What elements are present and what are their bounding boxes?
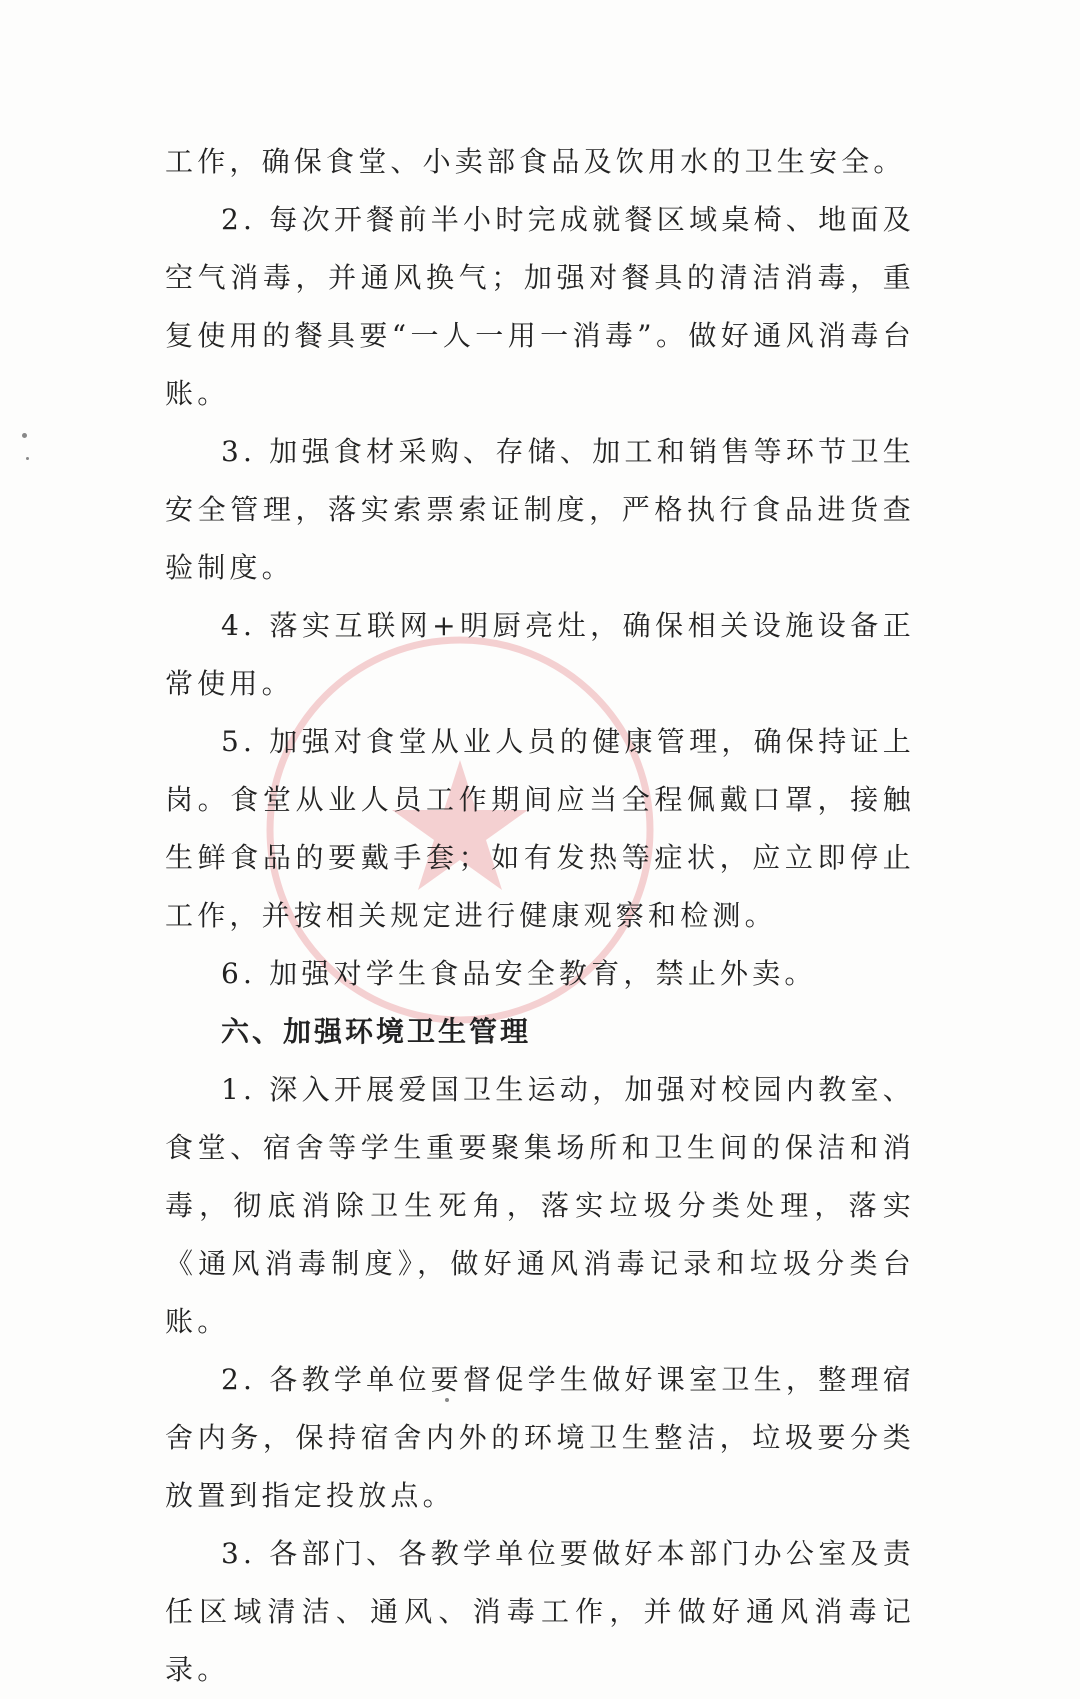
paragraph-item: 6. 加强对学生食品安全教育，禁止外卖。 xyxy=(221,957,817,990)
paragraph-item: 5. 加强对食堂从业人员的健康管理，确保持证上岗。食堂从业人员工作期间应当全程佩戴口罩，接触生鲜食品的要戴手套；如有发热等症状，应立即停止工作，并按相关规定进行健康观察和检测。 xyxy=(165,725,915,932)
section-heading: 六、加强环境卫生管理 xyxy=(221,1015,532,1048)
scan-speck xyxy=(26,457,29,460)
paragraph-item: 2. 每次开餐前半小时完成就餐区域桌椅、地面及空气消毒，并通风换气；加强对餐具的清洁消毒，重复使用的餐具要“一人一用一消毒”。做好通风消毒台账。 xyxy=(165,203,915,410)
paragraph-item: 3. 各部门、各教学单位要做好本部门办公室及责任区域清洁、通风、消毒工作，并做好通风消毒记录。 xyxy=(165,1537,915,1686)
paragraph-item: 2. 各教学单位要督促学生做好课室卫生，整理宿舍内务，保持宿舍内外的环境卫生整洁，垃圾要分类放置到指定投放点。 xyxy=(165,1363,915,1512)
document-body xyxy=(165,133,915,1699)
paragraph-item: 3. 加强食材采购、存储、加工和销售等环节卫生安全管理，落实索票索证制度，严格执行食品进货查验制度。 xyxy=(165,435,915,584)
paragraph-continuation: 工作，确保食堂、小卖部食品及饮用水的卫生安全。 xyxy=(165,145,906,178)
scan-speck xyxy=(22,433,27,438)
paragraph-item: 4. 落实互联网+明厨亮灶，确保相关设施设备正常使用。 xyxy=(165,609,915,700)
paragraph-item: 1. 深入开展爱国卫生运动，加强对校园内教室、食堂、宿舍等学生重要聚集场所和卫生间的保洁和消毒，彻底消除卫生死角，落实垃圾分类处理，落实《通风消毒制度》，做好通风消毒记录和垃圾分类台账。 xyxy=(165,1073,915,1338)
